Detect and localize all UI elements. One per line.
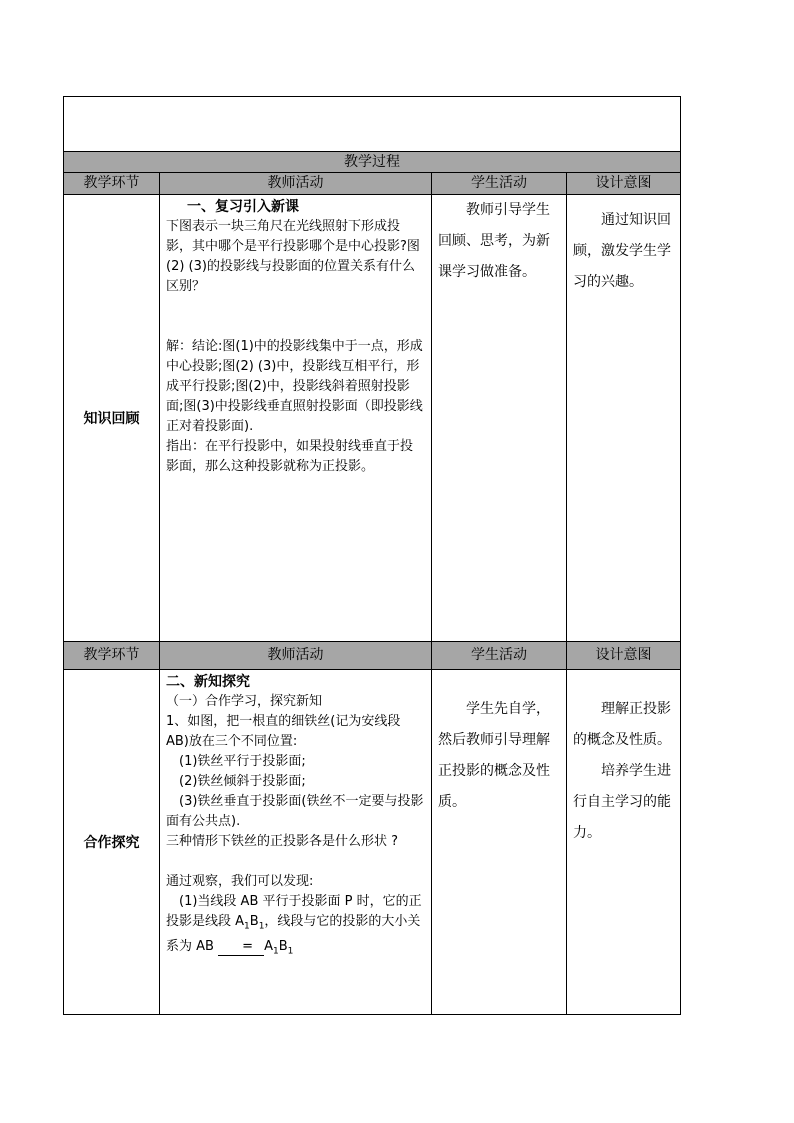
finding-end-b: B [278, 938, 288, 954]
teacher-activity-review [160, 195, 432, 642]
student-activity-review [432, 195, 567, 642]
column-header-row [64, 173, 681, 195]
column-header-stage: 教学环节 [64, 173, 160, 195]
lesson-plan-table [63, 96, 681, 1015]
section-header-row [64, 152, 681, 173]
stage-label-review: 知识回顾 [64, 195, 160, 642]
explore-subtitle: （一）合作学习，探究新知 [166, 694, 323, 709]
blank-top-row [64, 97, 681, 152]
design-intent-review [567, 195, 681, 642]
review-row [64, 195, 681, 642]
stage-label-explore: 合作探究 [64, 670, 160, 1015]
finding-end-a: A [264, 938, 273, 954]
column-header-stage-2: 教学环节 [64, 642, 160, 670]
column-header-intent-2: 设计意图 [567, 642, 681, 670]
column-header-student: 学生活动 [432, 173, 567, 195]
column-header-teacher-2: 教师活动 [160, 642, 432, 670]
subscript-a1: 1 [244, 921, 250, 932]
design-intent-explore [567, 670, 681, 1015]
review-student-text: 教师引导学生回顾、思考，为新课学习做准备。 [438, 202, 550, 280]
finding-text-c: ，线段与它的投影的大小关系为 AB [166, 914, 421, 954]
review-intent-text: 通过知识回顾，激发学生学习的兴趣。 [573, 212, 671, 290]
explore-row [64, 670, 681, 1015]
finding-text-b: B [249, 914, 259, 929]
review-section-title: 一、复习引入新课 [187, 199, 299, 215]
explore-position-2: (2)铁丝倾斜于投影面; [179, 774, 306, 789]
student-activity-explore [432, 670, 567, 1015]
finding-text-a: (1)当线段 AB 平行于投影面 P 时，它的正投影是线段 A [166, 894, 422, 929]
explore-student-text: 学生先自学，然后教师引导理解正投影的概念及性质。 [438, 701, 550, 810]
explore-intent-1: 理解正投影的概念及性质。 [573, 701, 671, 748]
subscript-a1-end: 1 [273, 946, 279, 957]
column-header-student-2: 学生活动 [432, 642, 567, 670]
section-header: 教学过程 [64, 152, 681, 173]
column-header-intent: 设计意图 [567, 173, 681, 195]
explore-question: 三种情形下铁丝的正投影各是什么形状 ? [166, 834, 399, 849]
explore-task: 1、如图，把一根直的细铁丝(记为安线段 AB)放在三个不同位置: [166, 714, 401, 749]
column-header-teacher: 教师活动 [160, 173, 432, 195]
explore-section-title: 二、新知探究 [166, 674, 250, 690]
explore-intent-2: 培养学生进行自主学习的能力。 [573, 763, 671, 841]
column-header-row-2 [64, 642, 681, 670]
explore-observe: 通过观察，我们可以发现: [166, 874, 314, 889]
teacher-activity-explore [160, 670, 432, 1015]
explore-position-1: (1)铁丝平行于投影面; [179, 754, 306, 769]
explore-finding [166, 892, 425, 961]
review-point: 指出：在平行投影中，如果投射线垂直于投影面，那么这种投影就称为正投影。 [166, 439, 414, 474]
answer-blank[interactable]: = [218, 939, 264, 956]
blank-top-cell [64, 97, 681, 152]
review-answer: 解：结论:图(1)中的投影线集中于一点，形成中心投影;图(2) (3)中，投影线互相平行，形成平行投影;图(2)中，投影线斜着照射投影面;图(3)中投影线垂直照射投影面（即投影线正对着投影面). [166, 339, 423, 434]
subscript-b1-end: 1 [287, 946, 294, 957]
explore-position-3: (3)铁丝垂直于投影面(铁丝不一定要与投影面有公共点). [166, 794, 424, 829]
review-question: 下图表示一块三角尺在光线照射下形成投影，其中哪个是平行投影哪个是中心投影?图(2) (3)的投影线与投影面的位置关系有什么区别？ [166, 219, 420, 294]
subscript-b1: 1 [258, 921, 265, 932]
